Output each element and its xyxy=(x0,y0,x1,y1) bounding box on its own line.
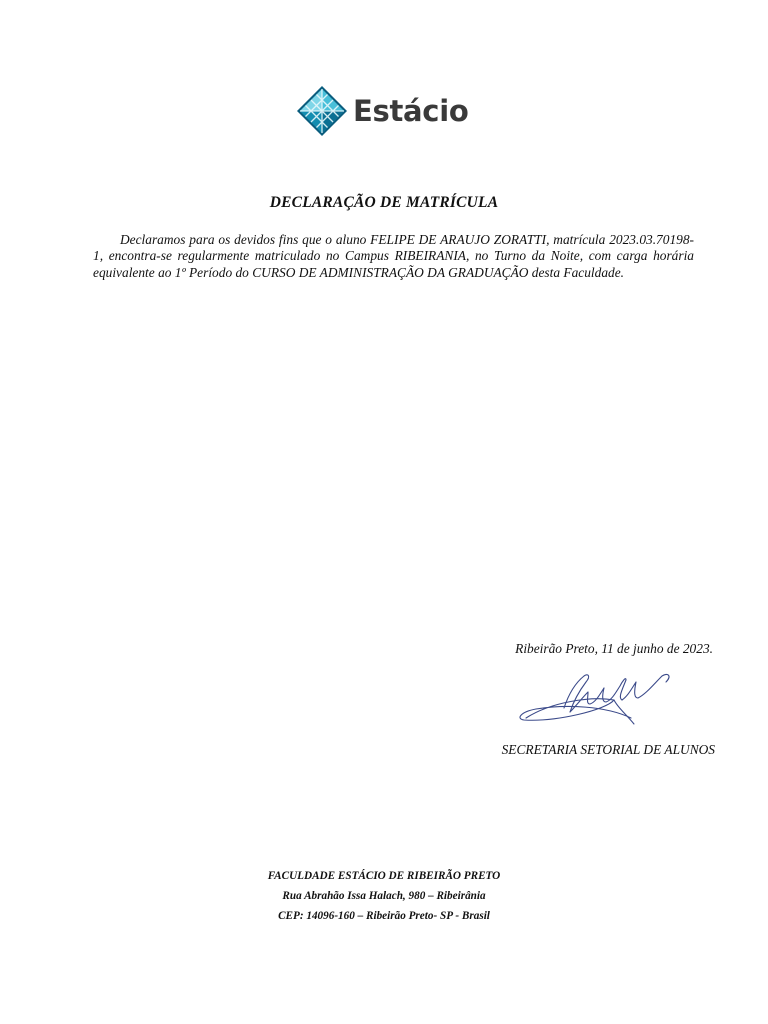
footer-cep: CEP: 14096-160 – Ribeirão Preto- SP - Brasil xyxy=(278,910,490,922)
estacio-logo xyxy=(296,84,476,138)
document-title: DECLARAÇÃO DE MATRÍCULA xyxy=(269,194,499,211)
footer-institution: FACULDADE ESTÁCIO DE RIBEIRÃO PRETO xyxy=(267,870,501,882)
brand-name: Estácio xyxy=(353,94,469,128)
handwritten-signature xyxy=(496,662,714,728)
date-line: Ribeirão Preto, 11 de junho de 2023. xyxy=(515,641,713,656)
signatory-name: SECRETARIA SETORIAL DE ALUNOS xyxy=(501,742,715,757)
footer-address-block xyxy=(0,866,768,926)
declaration-paragraph: Declaramos para os devidos fins que o aluno FELIPE DE ARAUJO ZORATTI, matrícula 2023.03.70198-1, encontra-se regularmente matriculado no Campus RIBEIRANIA, no Turno da Noite, com carga horária equivalente ao 1º Período do CURSO DE ADMINISTRAÇÃO DA GRADUAÇÃO desta Faculdade. xyxy=(93,232,694,280)
footer-address: Rua Abrahão Issa Halach, 980 – Ribeirânia xyxy=(282,890,486,902)
cube-logo-icon xyxy=(296,85,348,137)
